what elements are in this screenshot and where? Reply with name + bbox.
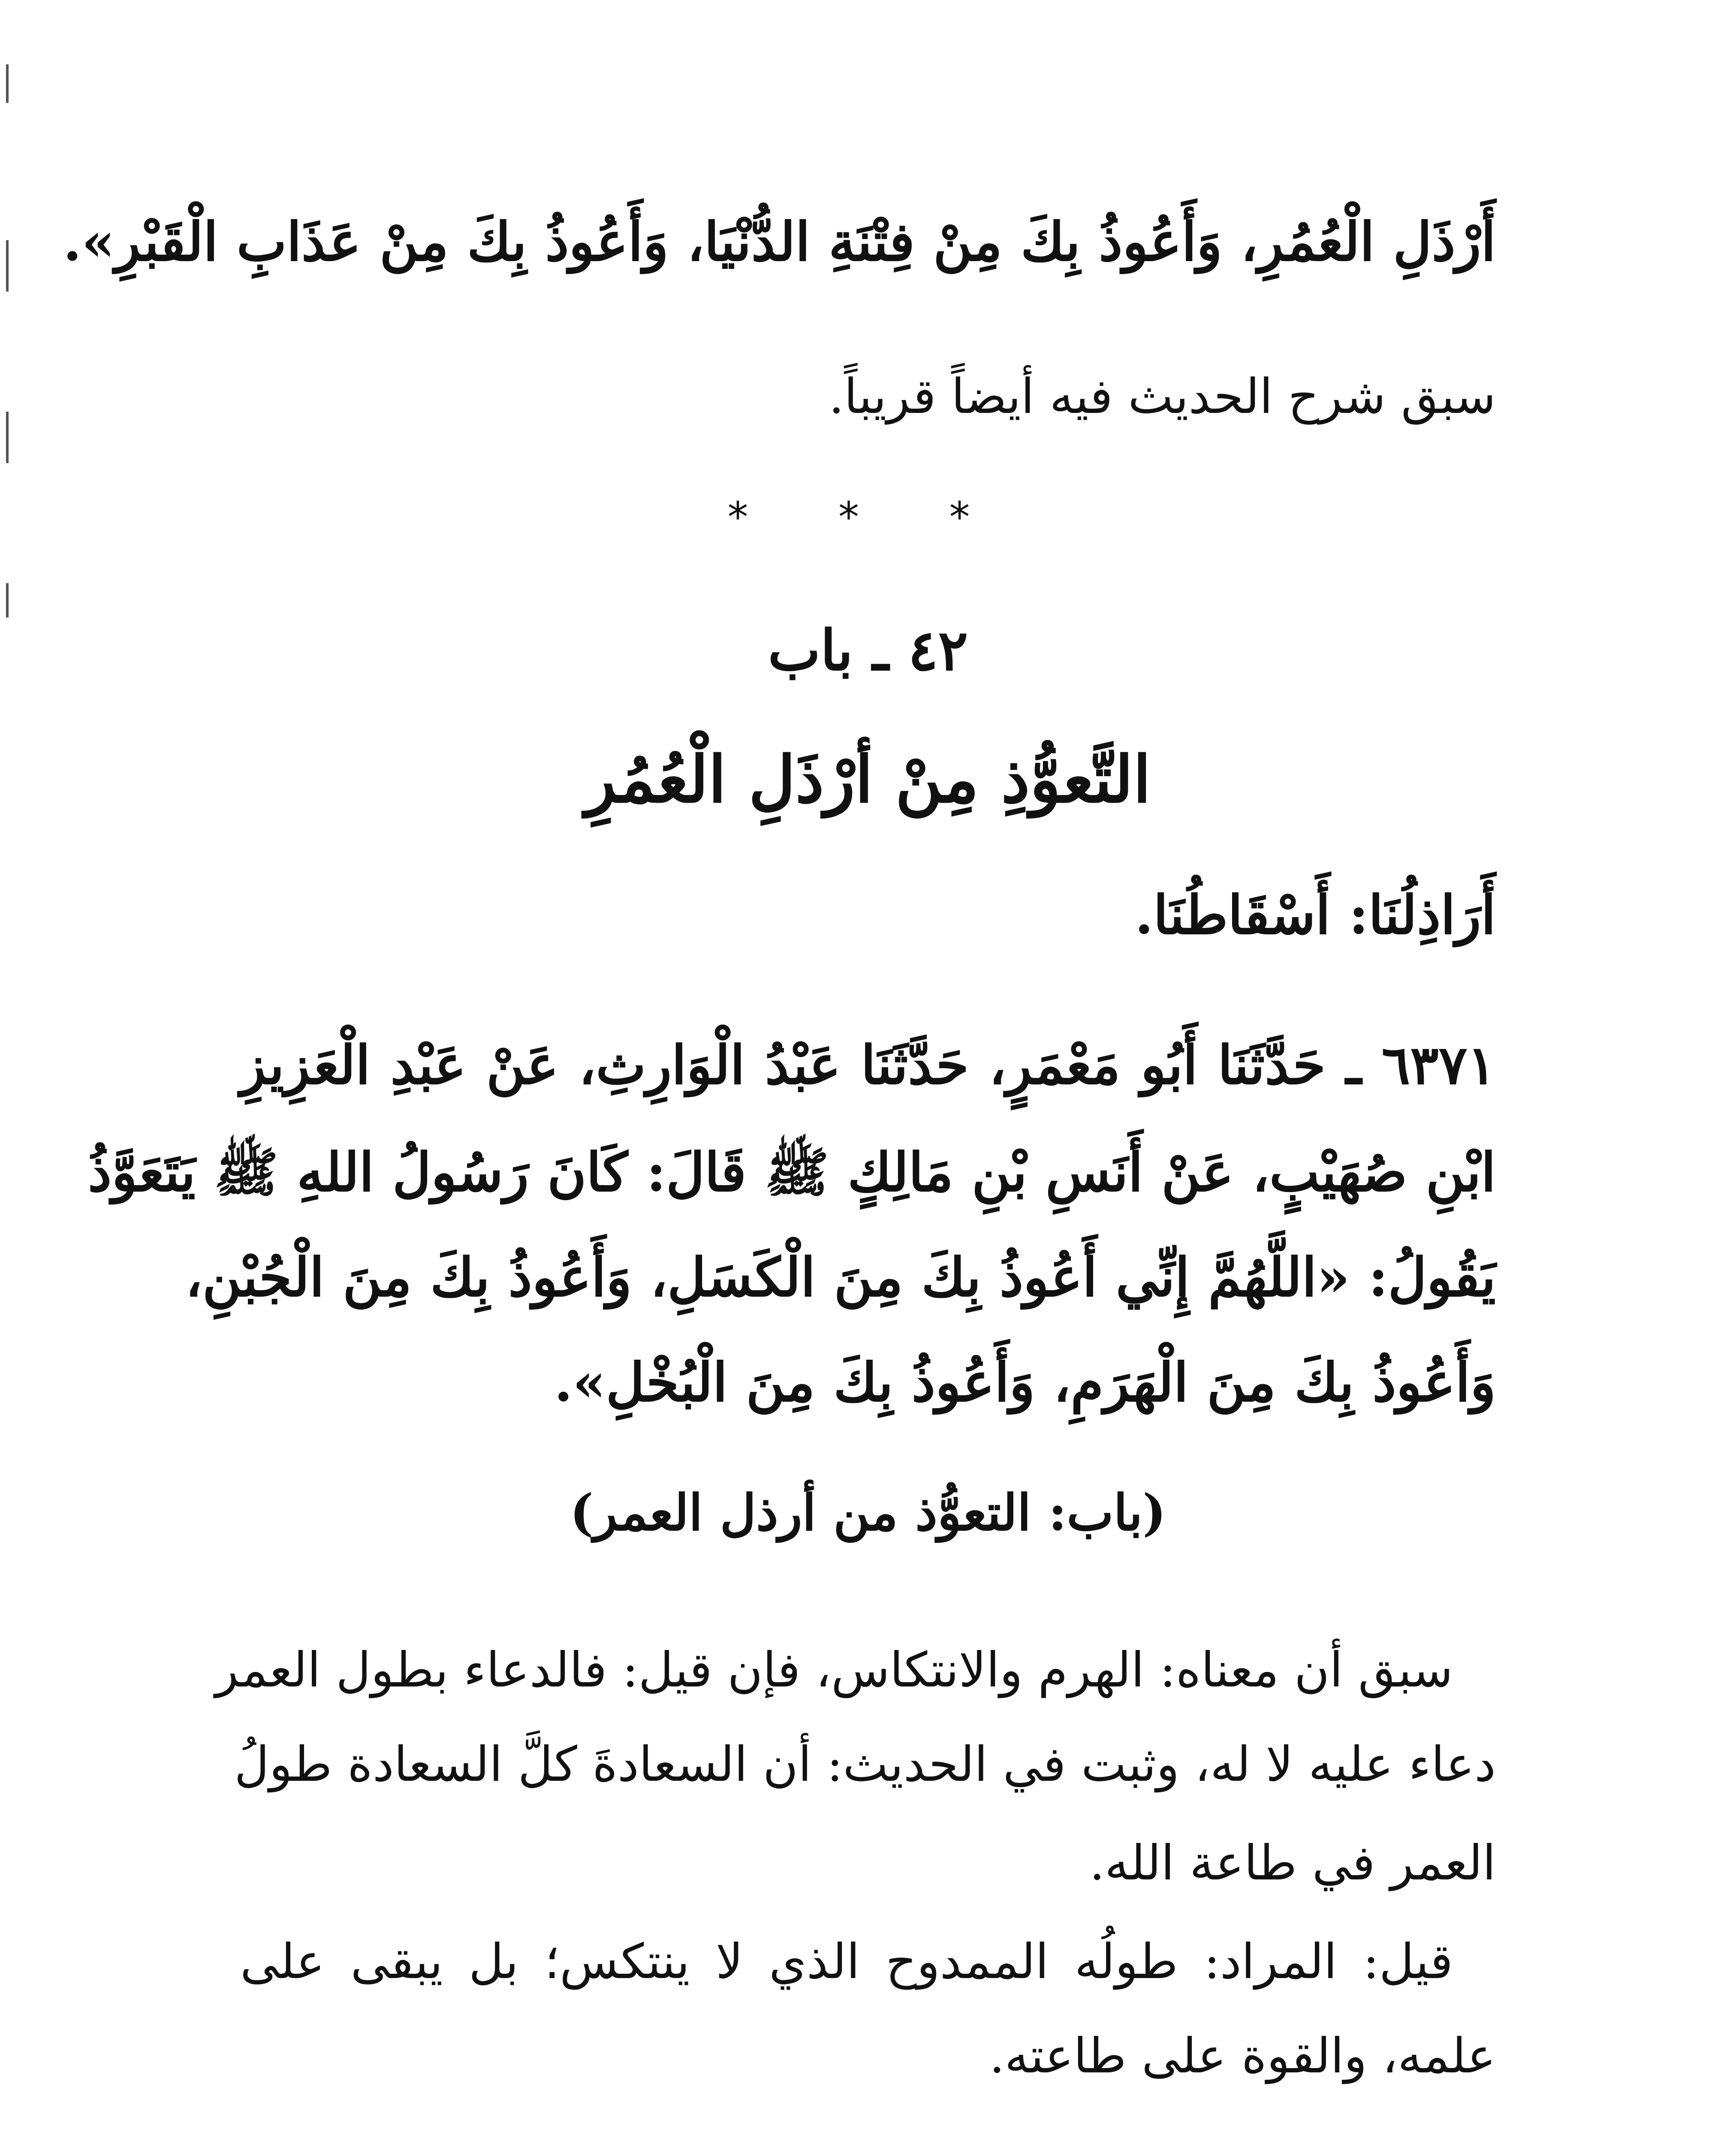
section-separator: * * * — [727, 493, 1009, 541]
commentary-line: سبق أن معناه: الهرم والانتكاس، فإن قيل: فالدعاء بطول العمر — [215, 1642, 1453, 1698]
previous-explanation-note: سبق شرح الحديث فيه أيضاً قريباً. — [829, 369, 1496, 425]
commentary-line: علمه، والقوة على طاعته. — [989, 2028, 1496, 2084]
hadith-line: يَقُولُ: «اللَّهُمَّ إِنِّي أَعُوذُ بِكَ مِنَ الْكَسَلِ، وَأَعُوذُ بِكَ مِنَ الْجُبْنِ، — [185, 1247, 1496, 1309]
top-hadith-end: أَرْذَلِ الْعُمُرِ، وَأَعُوذُ بِكَ مِنْ فِتْنَةِ الدُّنْيَا، وَأَعُوذُ بِكَ مِنْ عَذَابِ الْقَبْرِ». — [63, 211, 1496, 273]
definition: أَرَاذِلُنَا: أَسْقَاطُنَا. — [1135, 884, 1496, 946]
margin-tick — [6, 412, 9, 463]
commentary-line: قيل: المراد: طولُه الممدوح الذي لا ينتكس؛ بل يبقى على — [240, 1934, 1453, 1990]
commentary-heading: (باب: التعوُّذ من أرذل العمر) — [570, 1484, 1166, 1542]
hadith-line: ابْنِ صُهَيْبٍ، عَنْ أَنَسِ بْنِ مَالِكٍ ﷺ قَالَ: كَانَ رَسُولُ اللهِ ﷺ يَتَعَوَّذُ — [88, 1141, 1496, 1204]
commentary-line: العمر في طاعة الله. — [1089, 1835, 1496, 1891]
chapter-title: التَّعوُّذِ مِنْ أرْذَلِ الْعُمُرِ — [585, 742, 1151, 817]
margin-tick — [6, 64, 9, 103]
commentary-line: دعاء عليه لا له، وثبت في الحديث: أن السعادةَ كلَّ السعادة طولُ — [234, 1737, 1496, 1792]
margin-tick — [6, 583, 9, 617]
hadith-line: ٦٣٧١ ـ حَدَّثَنَا أَبُو مَعْمَرٍ، حَدَّثَنَا عَبْدُ الْوَارِثِ، عَنْ عَبْدِ الْعَزِيزِ — [240, 1034, 1496, 1096]
hadith-line: وَأَعُوذُ بِكَ مِنَ الْهَرَمِ، وَأَعُوذُ بِكَ مِنَ الْبُخْلِ». — [554, 1352, 1496, 1414]
margin-tick — [6, 240, 9, 292]
chapter-number: ٤٢ ـ باب — [768, 617, 968, 683]
